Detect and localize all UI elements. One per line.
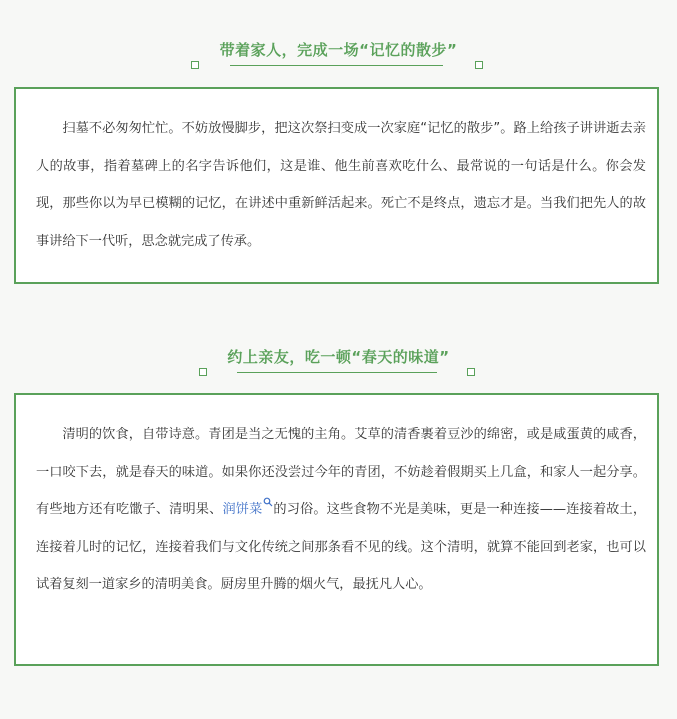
- content-box: [14, 393, 659, 666]
- paragraph-text-before: 清明的饮食，自带诗意。青团是当之无愧的主角。艾草的清香裹着豆沙的绵密，或是咸蛋黄的咸香，一口咬下去，就是春天的味道。如果你还没尝过今年的青团，不妨趁着假期买上几盒，和家人一起分享。有些地方还有吃馓子、清明果、: [36, 427, 646, 517]
- paragraph-text-after: 的习俗。这些食物不光是美味，更是一种连接——连接着故土，连接着儿时的记忆，连接着我们与文化传统之间那条看不见的线。这个清明，就算不能回到老家，也可以试着复刻一道家乡的清明美食。厨房里升腾的烟火气，最抚凡人心。: [36, 502, 647, 592]
- divider-line: [230, 65, 443, 66]
- divider-square-left: [191, 61, 199, 69]
- divider-square-right: [467, 368, 475, 376]
- divider-square-left: [199, 368, 207, 376]
- divider-square-right: [475, 61, 483, 69]
- divider-line: [237, 372, 437, 373]
- keyword-link[interactable]: [222, 502, 273, 517]
- title-divider: [0, 60, 677, 72]
- search-icon[interactable]: [263, 497, 273, 507]
- title-divider: [0, 367, 677, 379]
- paragraph: 扫墓不必匆匆忙忙。不妨放慢脚步，把这次祭扫变成一次家庭“记忆的散步”。路上给孩子讲讲逝去亲人的故事，指着墓碑上的名字告诉他们，这是谁、他生前喜欢吃什么、最常说的一句话是什么。你会发现，那些你以为早已模糊的记忆，在讲述中重新鲜活起来。死亡不是终点，遗忘才是。当我们把先人的故事讲给下一代听，思念就完成了传承。: [36, 121, 646, 249]
- paragraph: [36, 416, 646, 604]
- content-box: [14, 87, 659, 284]
- section-title: 带着家人，完成一场“记忆的散步”: [219, 41, 458, 59]
- section-title: 约上亲友，吃一顿“春天的味道”: [227, 348, 450, 366]
- keyword-text[interactable]: 润饼菜: [222, 502, 263, 517]
